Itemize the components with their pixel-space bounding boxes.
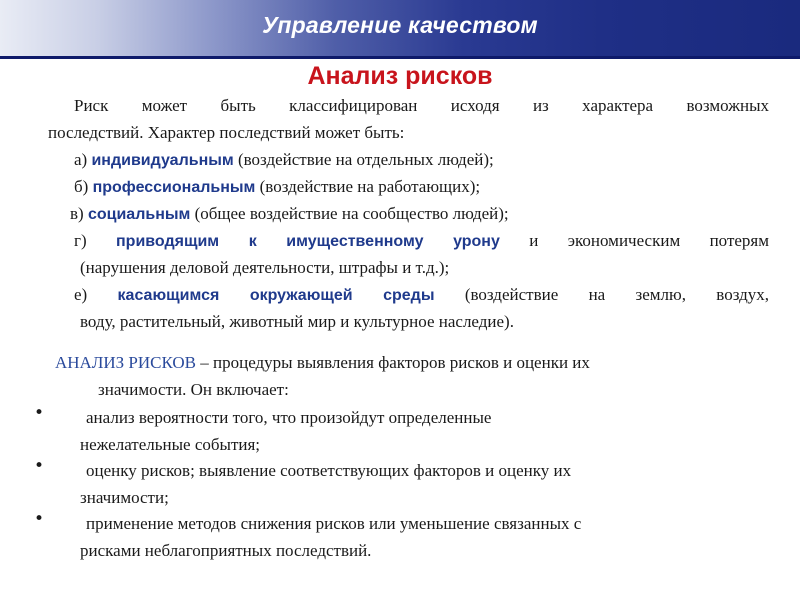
item-term: приводящим к имущественному урону [116, 233, 500, 250]
item-term: социальным [87, 206, 191, 223]
header-title: Управление качеством [262, 12, 538, 38]
analysis-definition-text: – процедуры выявления факторов рисков и оценки их [200, 353, 590, 372]
list-item-g-continuation: (нарушения деловой деятельности, штрафы и т.д.); [80, 258, 450, 277]
list-item-e [74, 281, 769, 309]
item-marker: б) [74, 177, 89, 196]
analysis-continuation: значимости. Он включает: [98, 380, 289, 399]
list-item-b [74, 173, 769, 201]
bullet-3-line-1: применение методов снижения рисков или уменьшение связанных с [86, 514, 582, 533]
analysis-term: АНАЛИЗ РИСКОВ [55, 353, 197, 372]
header-divider [0, 56, 800, 59]
item-text: (воздействие на работающих); [259, 177, 481, 196]
intro-line-1: Риск может быть классифицирован исходя из характера возможных [74, 96, 769, 115]
item-text: (общее воздействие на сообщество людей); [194, 204, 509, 223]
item-text: (воздействие на землю, воздух, [464, 285, 770, 304]
intro-line-2: последствий. Характер последствий может быть: [48, 123, 405, 142]
bullet-1-line-1: анализ вероятности того, что произойдут определенные [86, 408, 492, 427]
bullet-icon: • [34, 509, 45, 529]
list-item-g [74, 227, 769, 255]
item-marker: а) [74, 150, 88, 169]
list-item-e-continuation: воду, растительный, животный мир и культурное наследие). [80, 312, 514, 331]
item-text: и экономическим потерям [529, 231, 770, 250]
item-term: касающимся окружающей среды [117, 287, 435, 304]
bullet-3-line-2: рисками неблагоприятных последствий. [80, 541, 372, 560]
bullet-icon: • [34, 403, 45, 423]
bullet-2-line-1: оценку рисков; выявление соответствующих факторов и оценку их [86, 461, 572, 480]
bullet-icon: • [34, 456, 45, 476]
bullet-2-line-2: значимости; [80, 488, 169, 507]
item-text: (воздействие на отдельных людей); [237, 150, 494, 169]
item-marker: в) [70, 204, 84, 223]
item-term: индивидуальным [91, 152, 234, 169]
item-marker: е) [74, 285, 88, 304]
list-item-a [74, 146, 769, 174]
item-term: профессиональным [92, 179, 256, 196]
bullet-1-line-2: нежелательные события; [80, 435, 261, 454]
slide-title: Анализ рисков [307, 62, 493, 90]
analysis-definition [55, 349, 769, 376]
list-item-v [70, 200, 765, 228]
item-marker: г) [74, 231, 87, 250]
